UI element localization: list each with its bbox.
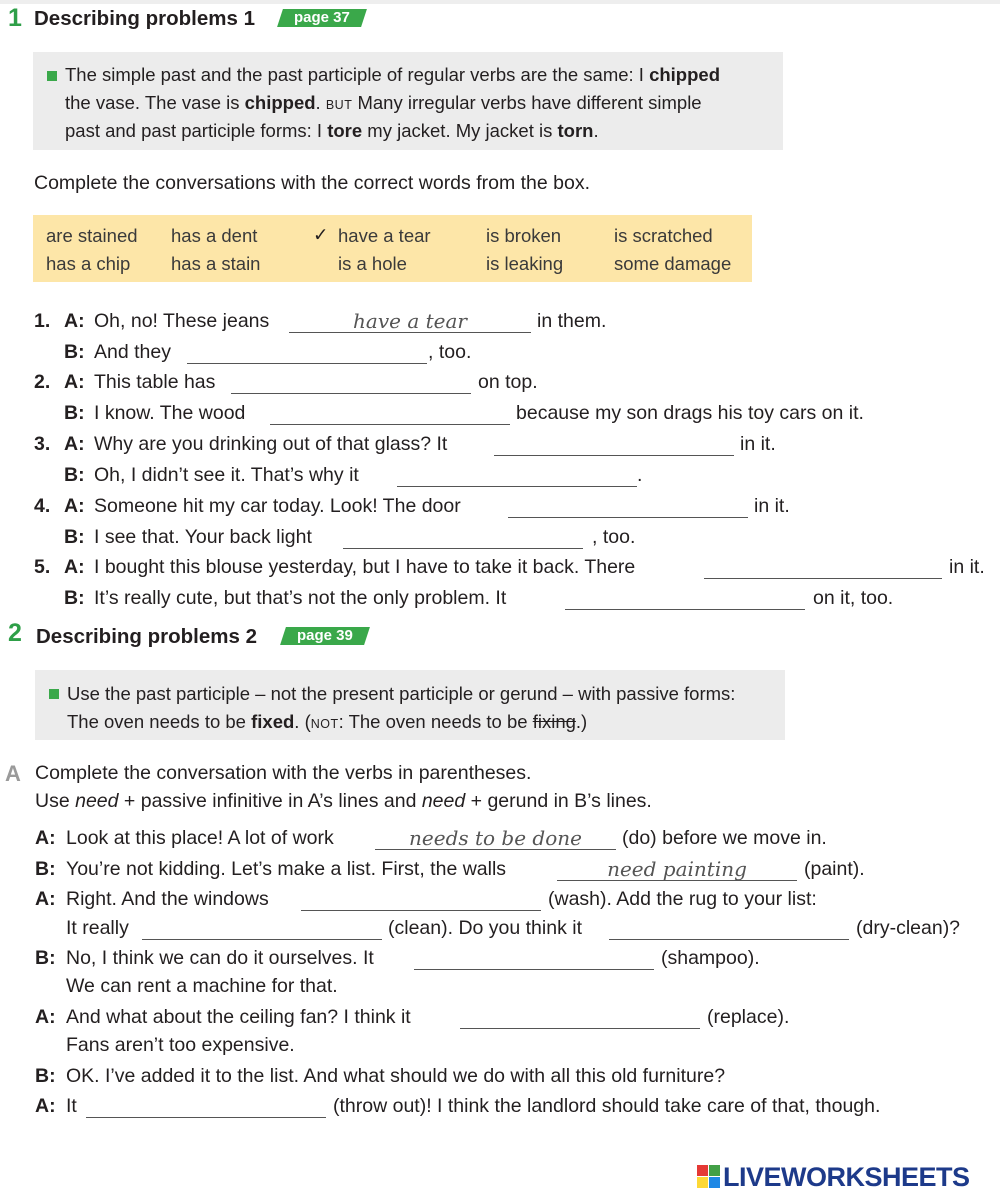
grammar-line-3: past and past participle forms: I tore my jacket. My jacket is torn. — [65, 120, 599, 141]
line-text: (dry-clean)? — [856, 917, 961, 939]
line-text: And what about the ceiling fan? I think it — [66, 1006, 411, 1028]
answer-blank[interactable] — [187, 341, 427, 364]
word-box-item: is scratched — [614, 225, 713, 246]
speaker-label: B: — [64, 402, 85, 424]
item-text: because my son drags his toy cars on it. — [516, 402, 864, 424]
line-text: (wash). Add the rug to your list: — [548, 888, 817, 910]
line-text: (do) before we move in. — [622, 827, 827, 849]
item-text: Someone hit my car today. Look! The door — [94, 495, 461, 517]
grammar-line-2: The oven needs to be fixed. (NOT: The oven needs to be fixing.) — [67, 711, 588, 732]
bullet-square-icon — [49, 689, 59, 699]
speaker-label: B: — [64, 587, 85, 609]
section-1-grammar-box — [33, 52, 783, 150]
part-letter: A — [5, 761, 21, 786]
speaker-label: A: — [64, 310, 85, 332]
item-number: 5. — [34, 556, 51, 578]
line-text: (clean). Do you think it — [388, 917, 583, 939]
item-text: I know. The wood — [94, 402, 246, 424]
logo-text: LIVEWORKSHEETS — [723, 1162, 970, 1192]
section-2-instruction-1: Complete the conversation with the verbs in parentheses. — [35, 762, 532, 784]
word-box-item: have a tear — [338, 225, 431, 246]
answer-blank[interactable] — [270, 402, 510, 425]
word-box-item: is leaking — [486, 253, 564, 274]
line-text: (shampoo). — [661, 947, 760, 969]
item-text: , too. — [428, 341, 472, 363]
word-box-item: is a hole — [338, 253, 407, 274]
section-2-instruction-2: Use need + passive infinitive in A’s lines and need + gerund in B’s lines. — [35, 790, 652, 812]
item-text: in it. — [740, 433, 776, 455]
word-box — [33, 215, 752, 282]
speaker-label: B: — [35, 1065, 56, 1087]
speaker-label: B: — [35, 858, 56, 880]
answer-blank[interactable] — [231, 371, 471, 394]
item-text: I bought this blouse yesterday, but I have to take it back. There — [94, 556, 636, 578]
logo-cube-icon — [709, 1177, 720, 1188]
answer-blank[interactable] — [494, 433, 734, 456]
section-1-page-tag: page 37 — [277, 9, 367, 27]
speaker-label: B: — [35, 947, 56, 969]
top-divider — [0, 0, 1000, 4]
item-text: It’s really cute, but that’s not the only problem. It — [94, 587, 507, 609]
line-text: (replace). — [707, 1006, 790, 1028]
answer-blank[interactable] — [301, 888, 541, 911]
section-2-grammar-box — [35, 670, 785, 740]
item-text: in it. — [754, 495, 790, 517]
line-text: It — [66, 1095, 77, 1117]
item-text: I see that. Your back light — [94, 526, 312, 548]
logo-cube-icon — [697, 1177, 708, 1188]
grammar-line-2: the vase. The vase is chipped. BUT Many irregular verbs have different simple — [65, 92, 702, 113]
answer-blank[interactable] — [609, 917, 849, 940]
answer-blank-filled[interactable]: need painting — [557, 858, 797, 881]
speaker-label: A: — [64, 371, 85, 393]
speaker-label: A: — [35, 888, 56, 910]
item-text: Oh, no! These jeans — [94, 310, 270, 332]
answer-blank[interactable] — [508, 495, 748, 518]
speaker-label: A: — [64, 433, 85, 455]
section-2-number: 2 — [8, 619, 22, 647]
answer-blank-filled[interactable]: needs to be done — [375, 827, 616, 850]
line-text: Fans aren’t too expensive. — [66, 1034, 295, 1056]
answer-blank[interactable] — [397, 464, 637, 487]
line-text: It really — [66, 917, 129, 939]
item-number: 4. — [34, 495, 51, 517]
word-box-item: is broken — [486, 225, 562, 246]
item-text: And they — [94, 341, 171, 363]
item-text: in them. — [537, 310, 607, 332]
grammar-line-1: The simple past and the past participle of regular verbs are the same: I chipped — [65, 64, 720, 85]
line-text: Look at this place! A lot of work — [66, 827, 334, 849]
speaker-label: A: — [35, 1006, 56, 1028]
line-text: Right. And the windows — [66, 888, 269, 910]
item-text: on it, too. — [813, 587, 894, 609]
answer-blank[interactable] — [142, 917, 382, 940]
logo-cube-icon — [709, 1165, 720, 1176]
line-text: (throw out)! I think the landlord should take care of that, though. — [333, 1095, 881, 1117]
item-text: on top. — [478, 371, 538, 393]
speaker-label: A: — [64, 556, 85, 578]
item-text: This table has — [94, 371, 216, 393]
item-number: 1. — [34, 310, 51, 332]
word-box-item: are stained — [46, 225, 138, 246]
line-text: No, I think we can do it ourselves. It — [66, 947, 374, 969]
answer-blank[interactable] — [414, 947, 654, 970]
item-text: in it. — [949, 556, 985, 578]
line-text: You’re not kidding. Let’s make a list. First, the walls — [66, 858, 507, 880]
item-text: Oh, I didn’t see it. That’s why it — [94, 464, 359, 486]
item-text: Why are you drinking out of that glass? It — [94, 433, 448, 455]
answer-blank[interactable] — [86, 1095, 326, 1118]
speaker-label: A: — [64, 495, 85, 517]
word-box-item: some damage — [614, 253, 732, 274]
item-number: 3. — [34, 433, 51, 455]
section-1-title: Describing problems 1 — [34, 7, 256, 30]
word-box-item: has a chip — [46, 253, 131, 274]
speaker-label: B: — [64, 341, 85, 363]
line-text: We can rent a machine for that. — [66, 975, 338, 997]
answer-blank[interactable] — [565, 587, 805, 610]
check-mark-icon: ✓ — [313, 224, 329, 245]
line-text: OK. I’ve added it to the list. And what should we do with all this old furniture? — [66, 1065, 726, 1087]
item-number: 2. — [34, 371, 51, 393]
logo-cube-icon — [697, 1165, 708, 1176]
answer-blank[interactable] — [460, 1006, 700, 1029]
speaker-label: A: — [35, 1095, 56, 1117]
section-2-page-tag: page 39 — [280, 627, 370, 645]
speaker-label: A: — [35, 827, 56, 849]
answer-blank-filled[interactable]: have a tear — [289, 310, 531, 333]
line-text: (paint). — [804, 858, 865, 880]
item-text: , too. — [592, 526, 636, 548]
section-1-number: 1 — [8, 4, 22, 32]
section-2-title: Describing problems 2 — [36, 625, 258, 648]
grammar-line-1: Use the past participle – not the present participle or gerund – with passive forms: — [67, 683, 736, 704]
item-text: . — [637, 464, 643, 486]
word-box-item: has a stain — [171, 253, 261, 274]
speaker-label: B: — [64, 464, 85, 486]
speaker-label: B: — [64, 526, 85, 548]
word-box-item: has a dent — [171, 225, 258, 246]
bullet-square-icon — [47, 71, 57, 81]
section-1-instruction: Complete the conversations with the correct words from the box. — [34, 172, 590, 194]
answer-blank[interactable] — [704, 556, 942, 579]
answer-blank[interactable] — [343, 526, 583, 549]
